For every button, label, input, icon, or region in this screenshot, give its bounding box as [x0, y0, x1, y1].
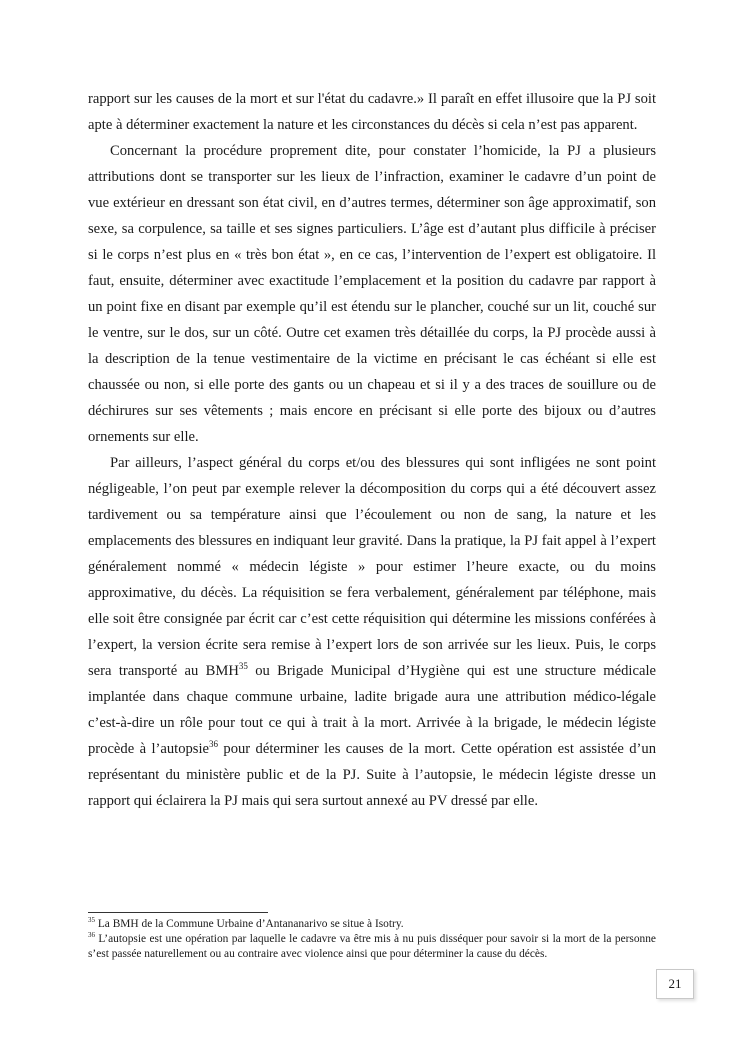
- paragraph-3-text-a: Par ailleurs, l’aspect général du corps et/ou des blessures qui sont infligées ne sont point négligeable, l’on peut par exemple relever la décomposition du corps qui a été découvert assez tardivement ou sa température ainsi que l’écoulement ou non de sang, la nature et les emplacements des blessures en indiquant leur gravité. Dans la pratique, la PJ fait appel à l’expert généralement nommé « médecin légiste » pour estimer l’heure exacte, ou du moins approximative, du décès. La réquisition se fera verbalement, généralement par téléphone, mais elle soit être consignée par écrit car c’est cette réquisition qui détermine les missions conférées à l’expert, la version écrite sera remise à l’expert lors de son arrivée sur les lieux. Puis, le corps sera transporté au BMH: [88, 455, 656, 679]
- paragraph-2-text: Concernant la procédure proprement dite, pour constater l’homicide, la PJ a plusieurs attributions dont se transporter sur les lieux de l’infraction, examiner le cadavre d’un point de vue extérieur en dressant son état civil, en d’autres termes, déterminer son âge approximatif, son sexe, sa corpulence, sa taille et ses signes particuliers. L’âge est d’autant plus difficile à préciser si le corps n’est plus en « très bon état », en ce cas, l’intervention de l’expert est obligatoire. Il faut, ensuite, déterminer avec exactitude l’emplacement et la position du cadavre par rapport à un point fixe en disant par exemple qu’il est étendu sur le plancher, couché sur un lit, couché sur le ventre, sur le dos, sur un côté. Outre cet examen très détaillée du corps, la PJ procède aussi à la description de la tenue vestimentaire de la victime en précisant le cas échéant si elle est chaussée ou non, si elle porte des gants ou un chapeau et si il y a des traces de souillure ou de déchirures sur ses vêtements ; mais encore en précisant si elle porte des bijoux ou d’autres ornements sur elle.: [88, 143, 656, 445]
- paragraph-1: [88, 86, 656, 138]
- footnote-35: [88, 917, 656, 932]
- page-number: 21: [656, 969, 694, 999]
- footnote-number: 36: [88, 931, 95, 940]
- paragraph-1-text: rapport sur les causes de la mort et sur l'état du cadavre.» Il paraît en effet illusoire que la PJ soit apte à déterminer exactement la nature et les circonstances du décès si cela n’est pas apparent.: [88, 91, 656, 133]
- footnote-ref-36[interactable]: 36: [209, 739, 219, 750]
- paragraph-2: [88, 138, 656, 450]
- footnote-number: 35: [88, 916, 95, 925]
- footnote-text: L’autopsie est une opération par laquelle le cadavre va être mis à nu puis disséquer pour savoir si la mort de la personne s’est passée naturellement ou au contraire avec violence ainsi que pour déterminer la cause du décès.: [88, 933, 656, 960]
- paragraph-3-text-c: pour déterminer les causes de la mort. Cette opération est assistée d’un représentant du ministère public et de la PJ. Suite à l’autopsie, le médecin légiste dresse un rapport qui éclairera la PJ mais qui sera surtout annexé au PV dressé par elle.: [88, 741, 656, 809]
- footnote-text: La BMH de la Commune Urbaine d’Antananarivo se situe à Isotry.: [95, 918, 404, 930]
- paragraph-3: [88, 450, 656, 814]
- footnotes: [88, 917, 656, 962]
- footnote-separator: [88, 912, 268, 913]
- paragraph-3-text-b: ou Brigade Municipal d’Hygiène qui est une structure médicale implantée dans chaque commune urbaine, ladite brigade aura une attribution médico-légale c’est-à-dire un rôle pour tout ce qui à trait à la mort. Arrivée à la brigade, le médecin légiste procède à l’autopsie: [88, 663, 656, 757]
- footnote-ref-35[interactable]: 35: [238, 661, 248, 672]
- footnote-36: [88, 932, 656, 962]
- body-text: [88, 86, 656, 814]
